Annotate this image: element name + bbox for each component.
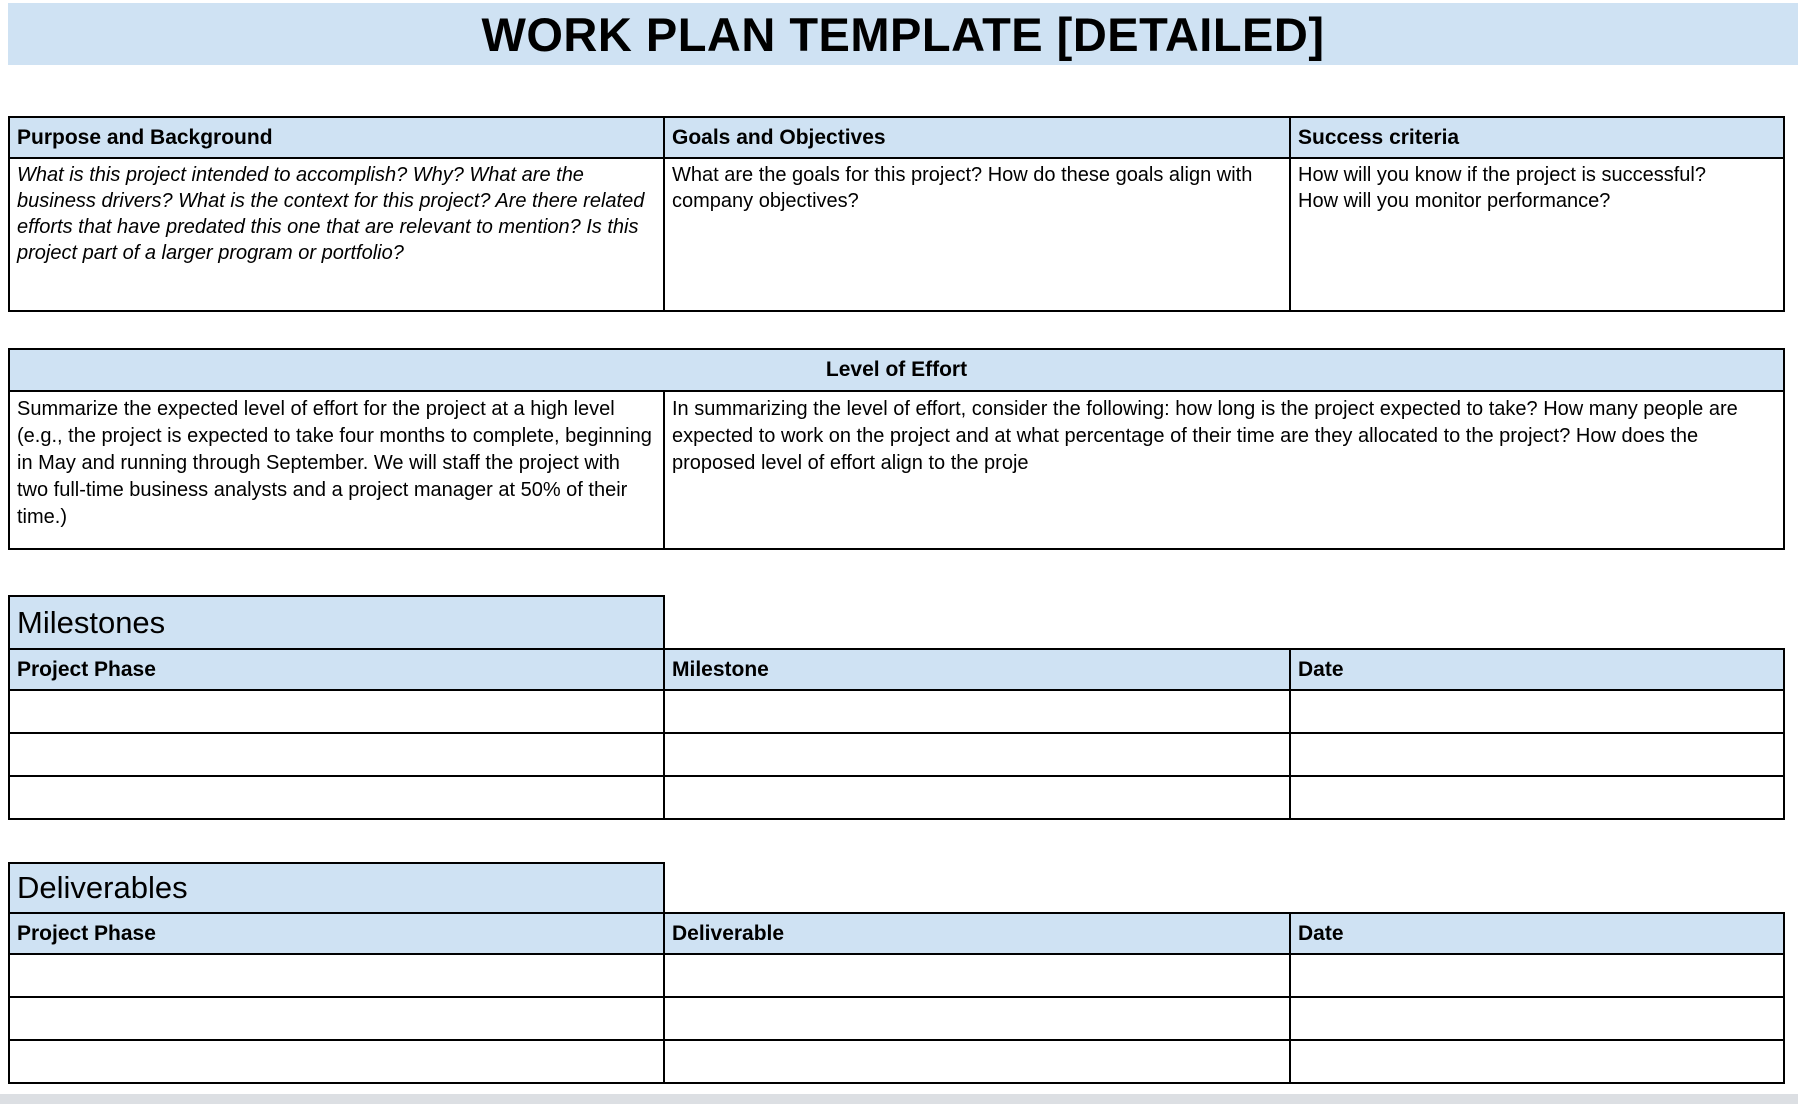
sheet-bottom-edge <box>0 1094 1798 1104</box>
milestones-header-date[interactable]: Date <box>1291 650 1783 689</box>
overview-table <box>8 116 1785 312</box>
goals-body-cell[interactable]: What are the goals for this project? How do these goals align with company objectives? <box>665 159 1289 310</box>
deliverables-section-title[interactable]: Deliverables <box>8 862 665 914</box>
success-body-cell[interactable]: How will you know if the project is successful? How will you monitor performance? <box>1291 159 1783 310</box>
deliverable-row1-date-cell[interactable] <box>1291 955 1783 996</box>
level-of-effort-summary-cell[interactable]: Summarize the expected level of effort for the project at a high level (e.g., the project is expected to take four months to complete, beginning in May and running through September. We will staff the project with two full-time business analysts and a project manager at 50% of their time.) <box>10 392 663 548</box>
milestone-row3-phase-cell[interactable] <box>10 777 663 818</box>
milestones-header-milestone[interactable]: Milestone <box>665 650 1289 689</box>
milestone-row2-milestone-cell[interactable] <box>665 734 1289 775</box>
goals-header-cell[interactable]: Goals and Objectives <box>665 118 1289 157</box>
deliverable-row1-phase-cell[interactable] <box>10 955 663 996</box>
deliverable-row2-deliverable-cell[interactable] <box>665 998 1289 1039</box>
milestone-row1-date-cell[interactable] <box>1291 691 1783 732</box>
purpose-header-cell[interactable]: Purpose and Background <box>10 118 663 157</box>
deliverables-table <box>8 912 1785 1084</box>
deliverables-header-project-phase[interactable]: Project Phase <box>10 914 663 953</box>
deliverable-row2-phase-cell[interactable] <box>10 998 663 1039</box>
milestones-section-title[interactable]: Milestones <box>8 595 665 650</box>
purpose-body-cell[interactable]: What is this project intended to accomplish? Why? What are the business drivers? What is the context for this project? Are there related efforts that have predated this one that are relevant to mention? Is this project part of a larger program or portfolio? <box>10 159 663 310</box>
level-of-effort-header-cell[interactable]: Level of Effort <box>10 350 1783 390</box>
milestone-row3-milestone-cell[interactable] <box>665 777 1289 818</box>
deliverable-row1-deliverable-cell[interactable] <box>665 955 1289 996</box>
deliverables-header-date[interactable]: Date <box>1291 914 1783 953</box>
milestones-table <box>8 648 1785 820</box>
deliverable-row3-date-cell[interactable] <box>1291 1041 1783 1082</box>
milestone-row1-milestone-cell[interactable] <box>665 691 1289 732</box>
deliverable-row3-phase-cell[interactable] <box>10 1041 663 1082</box>
page-title[interactable]: WORK PLAN TEMPLATE [DETAILED] <box>8 3 1798 65</box>
milestone-row2-date-cell[interactable] <box>1291 734 1783 775</box>
level-of-effort-guidance-cell[interactable]: In summarizing the level of effort, consider the following: how long is the project expected to take? How many people are expected to work on the project and at what percentage of their time are they allocated to the project? How does the proposed level of effort align to the proje <box>665 392 1783 548</box>
milestone-row3-date-cell[interactable] <box>1291 777 1783 818</box>
level-of-effort-table <box>8 348 1785 550</box>
deliverable-row3-deliverable-cell[interactable] <box>665 1041 1289 1082</box>
deliverables-header-deliverable[interactable]: Deliverable <box>665 914 1289 953</box>
deliverable-row2-date-cell[interactable] <box>1291 998 1783 1039</box>
success-header-cell[interactable]: Success criteria <box>1291 118 1783 157</box>
milestone-row1-phase-cell[interactable] <box>10 691 663 732</box>
milestones-header-project-phase[interactable]: Project Phase <box>10 650 663 689</box>
milestone-row2-phase-cell[interactable] <box>10 734 663 775</box>
